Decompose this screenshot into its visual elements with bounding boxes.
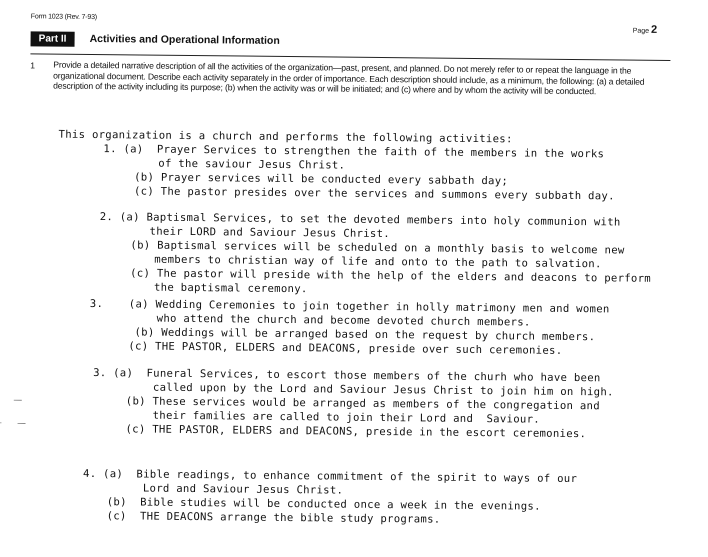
activity-3-funeral-a: 3. (a) Funeral Services, to escort those members of the churh who have been <box>93 366 601 385</box>
activity-1b: (b) Prayer services will be conducted every sabbath day; <box>134 171 509 188</box>
activity-2b: (b) Baptismal services will be scheduled on a monthly basis to welcome new <box>130 239 625 257</box>
activity-4a-cont: Lord and Saviour Jesus Christ. <box>142 482 344 497</box>
activity-2b-cont: members to christian way of life and onto to the path to salvation. <box>154 253 602 271</box>
activity-2c: (c) The pastor will preside with the help of the elders and deacons to perform <box>130 267 652 285</box>
scan-mark: — <box>17 418 26 428</box>
question-number: 1 <box>30 60 36 71</box>
form-number: Form 1023 (Rev. 7-93) <box>30 13 97 22</box>
question-instructions: Provide a detailed narrative description of all the activities of the organization—past, present, and planned. Do not merely refer to or repeat the language in the organizational document. Describe each activity separately in the order of importance. Each description should include, as a minimum, the following: (a) a detailed description of the activity including its purpose; (b) when the activity was or will be initiated; and (c) where and by whom the activity will be conducted. <box>53 59 645 97</box>
activity-2a-cont: their LORD and Saviour Jesus Christ. <box>149 225 391 241</box>
intro-line: This organization is a church and performs the following activities: <box>58 128 513 146</box>
page-number <box>633 24 658 36</box>
activity-1c: (c) The pastor presides over the services and summons every subbath day. <box>133 185 615 203</box>
page-number-value: 2 <box>650 23 658 36</box>
part-label: Part II <box>31 31 75 46</box>
activity-3-funeral-a-cont: called upon by the Lord and Saviour Jesus Christ to join him on high. <box>152 381 614 399</box>
activity-3c: (c) THE PASTOR, ELDERS and DEACONS, preside over such ceremonies. <box>128 340 563 357</box>
scan-mark: — <box>13 395 22 405</box>
activity-3a: (a) Wedding Ceremonies to join together in holly matrimony men and women <box>128 298 610 316</box>
activity-4c: (c) THE DEACONS arrange the bible study programs. <box>106 510 441 526</box>
activity-4b: (b) Bible studies will be conducted once a week in the evenings. <box>106 496 541 513</box>
activity-4a: 4. (a) Bible readings, to enhance commitment of the spirit to ways of our <box>82 467 578 486</box>
activity-3b: (b) Weddings will be arranged based on the request by church members. <box>134 326 596 344</box>
activity-3-funeral-b-cont: their families are called to join their Lord and Saviour. <box>152 409 541 426</box>
page-label: Page <box>632 27 650 35</box>
activity-2c-cont: the baptismal ceremony. <box>153 281 308 296</box>
part-title: Activities and Operational Information <box>89 32 280 47</box>
activity-2a: 2. (a) Baptismal Services, to set the devoted members into holy communion with <box>99 211 621 229</box>
activity-1a-cont: of the saviour Jesus Christ. <box>158 157 346 172</box>
activity-3-funeral-c: (c) THE PASTOR, ELDERS and DEACONS, preside in the escort ceremonies. <box>125 423 587 441</box>
activity-3-number: 3. <box>89 297 104 311</box>
activity-3a-cont: who attend the church and become devoted church members. <box>156 312 531 329</box>
activity-1a: 1. (a) Prayer Services to strengthen the faith of the members in the works <box>103 143 605 161</box>
activity-3-funeral-b: (b) These services would be arranged as members of the congregation and <box>125 395 600 413</box>
scan-mark: · <box>0 418 3 428</box>
